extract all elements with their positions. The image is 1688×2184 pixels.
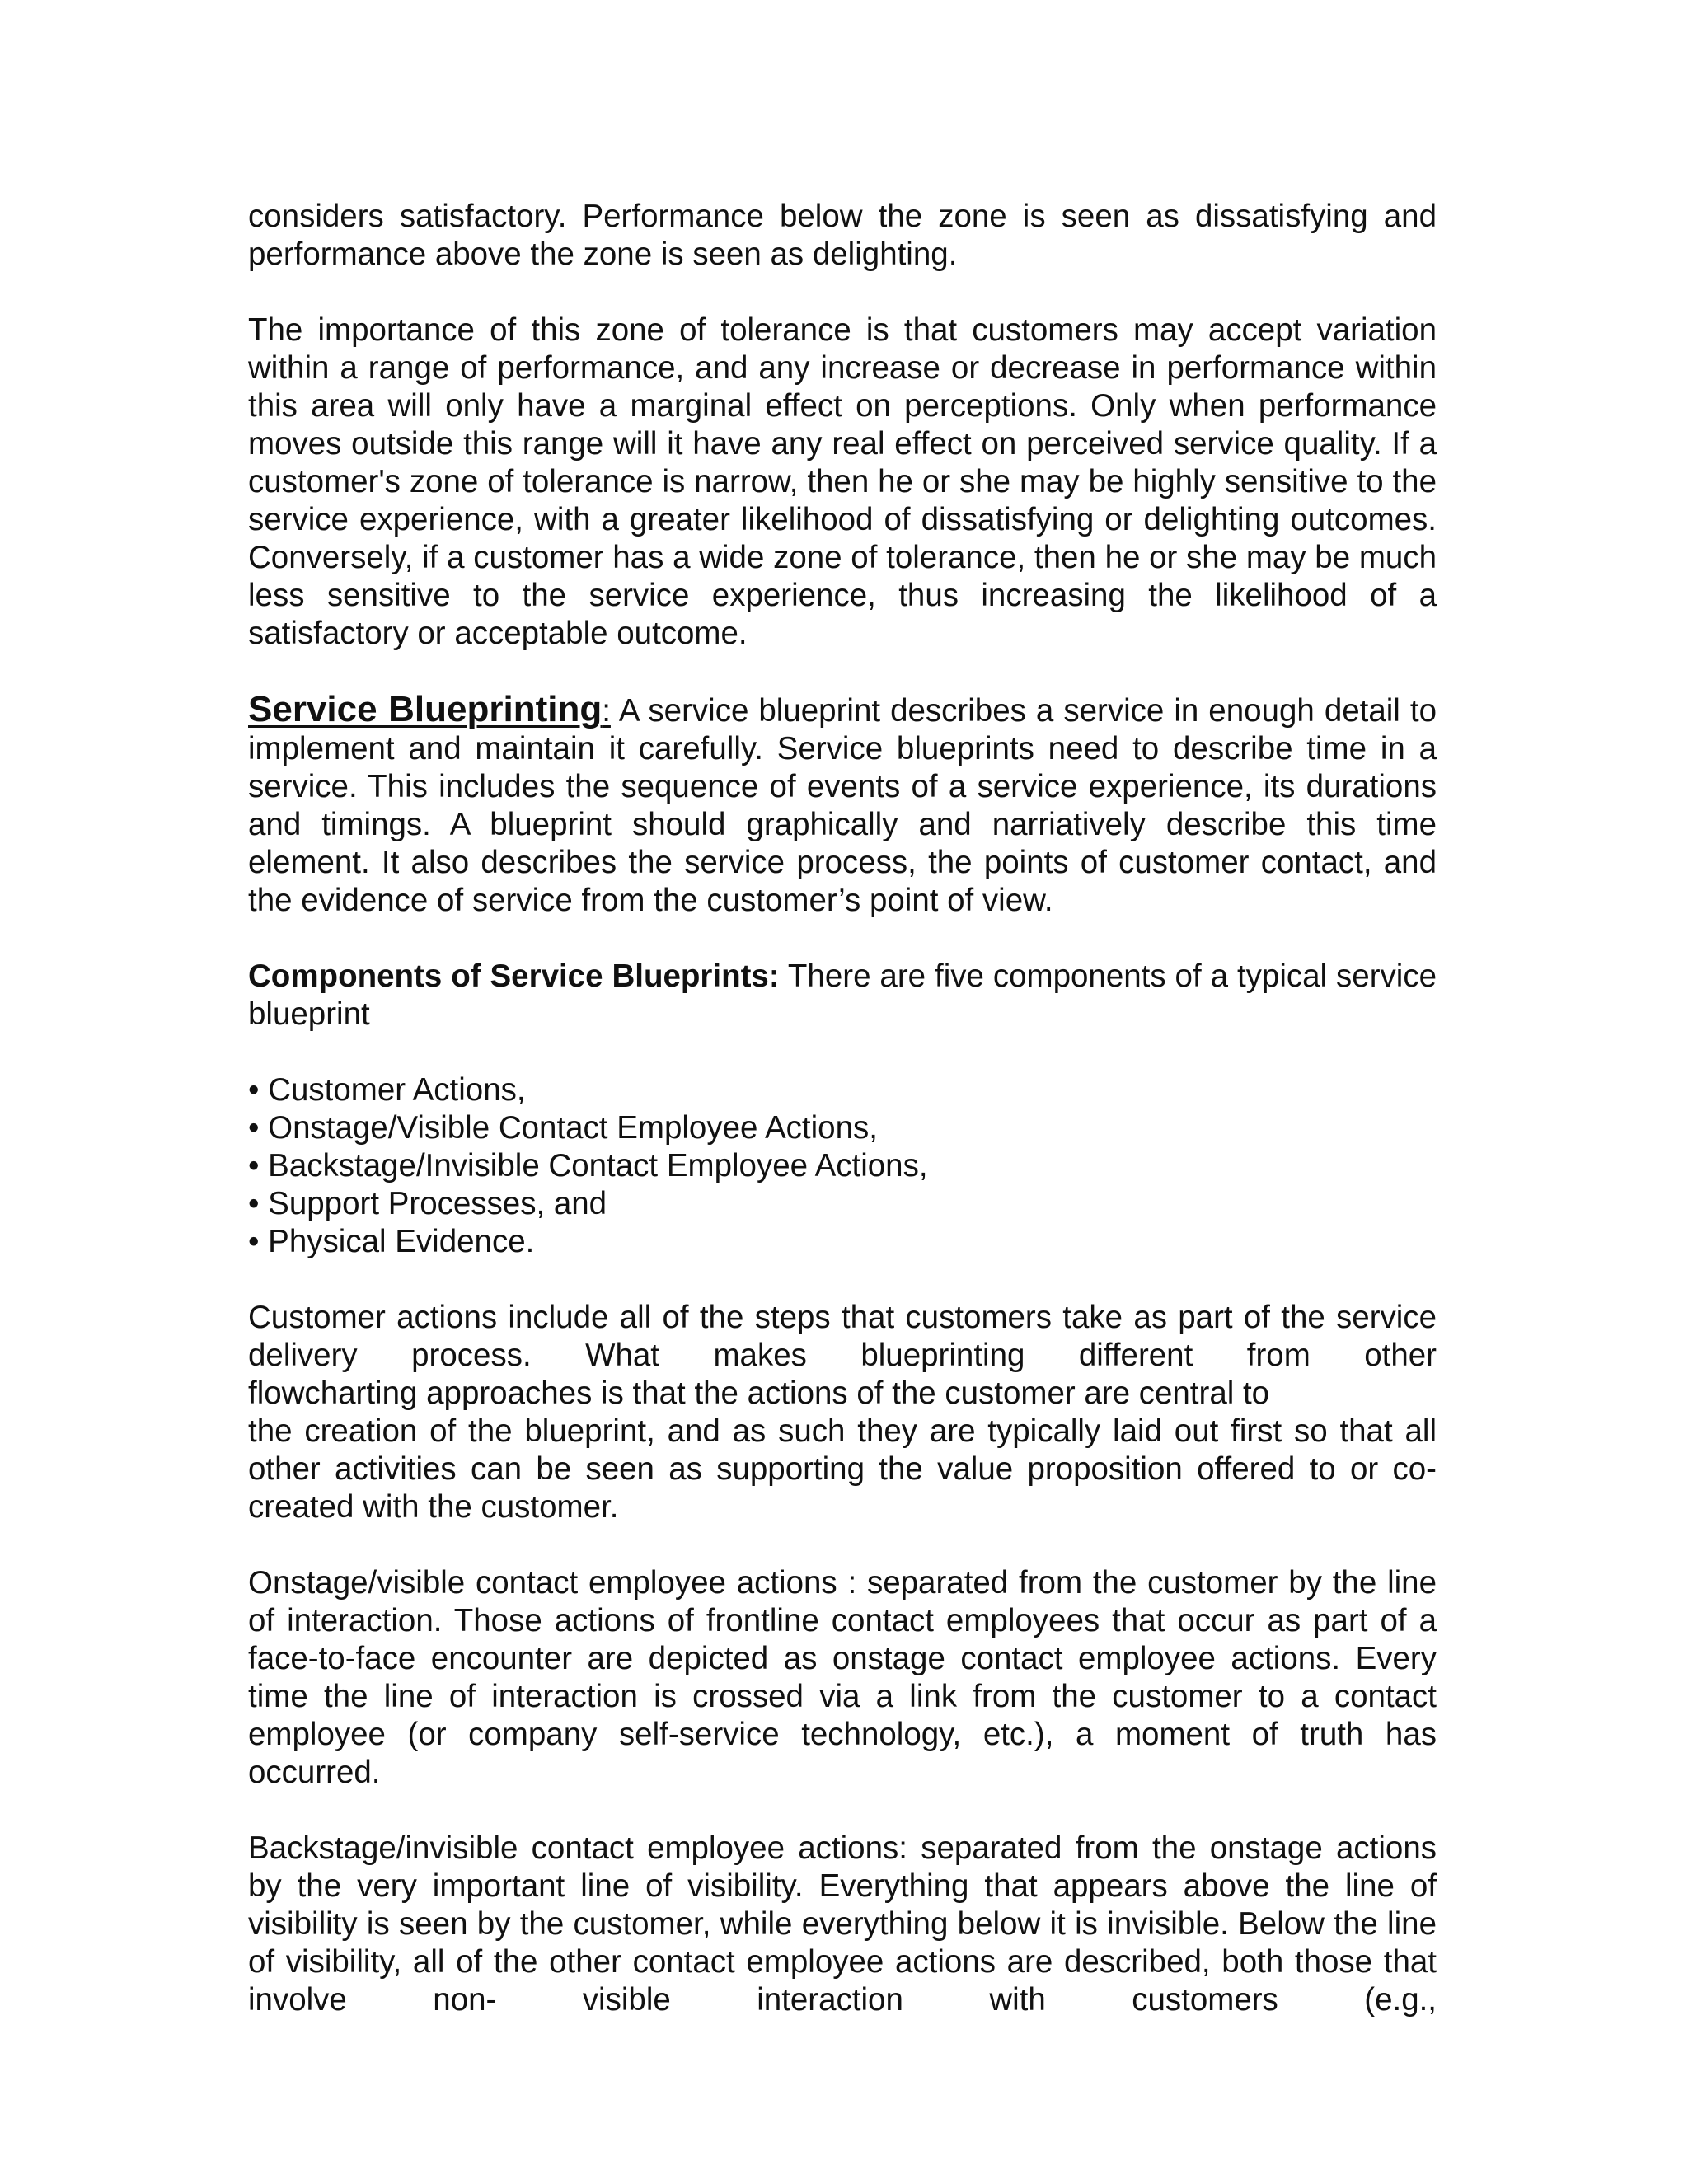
service-blueprinting-heading: Service Blueprinting bbox=[248, 689, 603, 729]
paragraph-components bbox=[248, 958, 1437, 1033]
paragraph-onstage-actions: Onstage/visible contact employee actions : separated from the customer by the line of interaction. Those actions of frontline contact employees that occur as part of a face-to-face encounter are depicted as onstage contact employee actions. Every time the line of interaction is crossed via a link from the customer to a contact employee (or company self-service technology, etc.), a moment of truth has occurred. bbox=[248, 1565, 1437, 1790]
list-item: • Physical Evidence. bbox=[248, 1224, 535, 1259]
heading-colon: : bbox=[602, 693, 611, 729]
customer-actions-line-2: flowcharting approaches is that the actions of the customer are central to bbox=[248, 1376, 1270, 1411]
paragraph-zone-satisfactory: considers satisfactory. Performance below the zone is seen as dissatisfying and performance above the zone is seen as delighting. bbox=[248, 199, 1437, 272]
customer-actions-line-1: Customer actions include all of the steps that customers take as part of the service delivery process. What makes blueprinting different from other bbox=[248, 1300, 1437, 1373]
list-item: • Backstage/Invisible Contact Employee Actions, bbox=[248, 1148, 928, 1183]
list-item: • Onstage/Visible Contact Employee Actions, bbox=[248, 1110, 878, 1146]
list-item: • Support Processes, and bbox=[248, 1186, 607, 1221]
components-bullet-list bbox=[248, 1071, 1437, 1261]
customer-actions-line-3: the creation of the blueprint, and as such they are typically laid out first so that all other activities can be seen as supporting the value proposition offered to or co-created with the customer. bbox=[248, 1413, 1437, 1525]
paragraph-service-blueprinting bbox=[248, 691, 1437, 920]
service-blueprinting-body: A service blueprint describes a service in enough detail to implement and maintain it carefully. Service blueprints need to describe time in a service. This includes the sequence of events of a service experience, its durations and timings. A blueprint should graphically and narriatively describe this time element. It also describes the service process, the points of customer contact, and the evidence of service from the customer’s point of view. bbox=[248, 693, 1437, 918]
page-content bbox=[248, 198, 1437, 2057]
components-heading: Components of Service Blueprints: bbox=[248, 958, 780, 994]
paragraph-customer-actions bbox=[248, 1299, 1437, 1526]
components-body: There are five components of a typical service blueprint bbox=[248, 958, 1437, 1032]
paragraph-zone-of-tolerance: The importance of this zone of tolerance is that customers may accept variation within a range of performance, and any increase or decrease in performance within this area will only have a marginal effect on perceptions. Only when performance moves outside this range will it have any real effect on perceived service quality. If a customer's zone of tolerance is narrow, then he or she may be highly sensitive to the service experience, with a greater likelihood of dissatisfying or delighting outcomes. Conversely, if a customer has a wide zone of tolerance, then he or she may be much less sensitive to the service experience, thus increasing the likelihood of a satisfactory or acceptable outcome. bbox=[248, 312, 1437, 651]
list-item: • Customer Actions, bbox=[248, 1072, 526, 1108]
paragraph-backstage-actions: Backstage/invisible contact employee actions: separated from the onstage actions by the very important line of visibility. Everything that appears above the line of visibility is seen by the customer, while everything below it is invisible. Below the line of visibility, all of the other contact employee actions are described, both those that involve non- visible interaction with customers (e.g., bbox=[248, 1830, 1437, 2018]
